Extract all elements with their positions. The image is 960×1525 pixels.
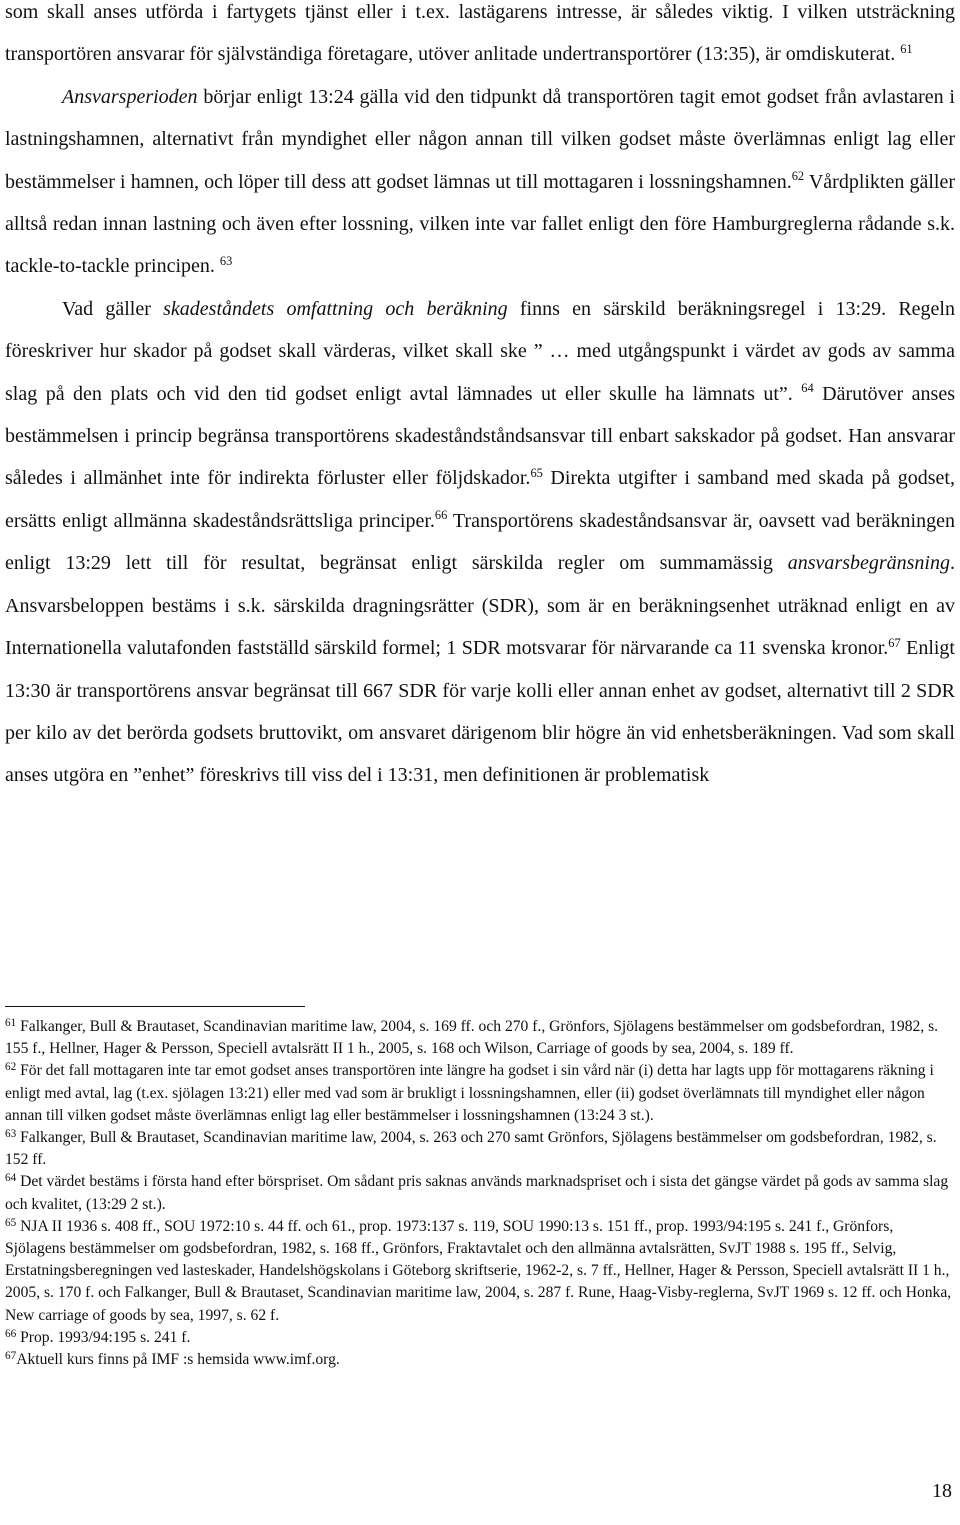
footnote-number: 64 — [5, 1172, 17, 1185]
body-paragraph — [5, 76, 955, 288]
footnote — [5, 1349, 952, 1371]
footnote-text: För det fall mottagaren inte tar emot godset anses transportören inte längre ha godset i sin vård när (i) detta har lagts upp för mottagarens räkning i enligt med avtal, lag (t.ex. sjölagen 13:21) eller med vad som är brukligt i lossningshamnen, eller (ii) godset överlämnats till myndighet eller någon annan till vilken godset måste överlämnas enligt lag eller bestämmelser i lossningshamnen (13:24 3 st.). — [5, 1062, 934, 1124]
footnote-number: 66 — [5, 1327, 17, 1340]
text-run: Vårdplikten gäller alltså redan innan lastning och även efter lossning, vilken inte var fallet enligt den före Hamburgreglerna rådande s.k. tackle-to-tackle principen. — [5, 170, 955, 278]
footnote — [5, 1171, 952, 1215]
text-run: Direkta utgifter i samband med skada på godset, ersätts enligt allmänna skadeståndsrättsliga principer. — [5, 467, 955, 532]
page-number: 18 — [932, 1480, 952, 1502]
footnote-reference: 61 — [900, 41, 913, 56]
footnote-text: Aktuell kurs finns på IMF :s hemsida www.imf.org. — [16, 1351, 340, 1369]
footnote-text: NJA II 1936 s. 408 ff., SOU 1972:10 s. 44 ff. och 61., prop. 1973:137 s. 119, SOU 1990:13 s. 151 ff., prop. 1993/94:195 s. 241 f., Grönfors, Sjölagens bestämmelser om godsbefordran, 1982, s. 168 ff., Grönfors, Fraktavtalet och den allmänna avtalsrätten, SvJT 1988 s. 195 ff., Selvig, Erstatningsberegningen ved lasteskader, Handelshögskolans i Göteborg skriftserie, 1962-2, s. 7 ff., Hellner, Hager & Persson, Speciell avtalsrätt II 1 h., 2005, s. 170 f. och Falkanger, Bull & Brautaset, Scandinavian maritime law, 2004, s. 287 f. Rune, Haag-Visby-reglerna, SvJT 1969 s. 12 ff. och Honka, New carriage of goods by sea, 1997, s. 62 f. — [5, 1217, 952, 1324]
text-run: . Ansvarsbeloppen bestäms i s.k. särskilda dragningsrätter (SDR), som är en beräkningsenhet uträknad enligt en av Internationella valutafonden fastställd särskild formel; 1 SDR motsvarar för närvarande ca 11 svenska kronor. — [5, 552, 955, 660]
footnote-text: Falkanger, Bull & Brautaset, Scandinavian maritime law, 2004, s. 169 ff. och 270 f., Grönfors, Sjölagens bestämmelser om godsbefordran, 1982, s. 155 f., Hellner, Hager & Persson, Speciell avtalsrätt II 1 h., 2005, s. 168 och Wilson, Carriage of goods by sea, 2004, s. 189 ff. — [5, 1018, 939, 1058]
footnote — [5, 1060, 952, 1127]
footnote-reference: 67 — [888, 635, 901, 650]
text-run: som skall anses utförda i fartygets tjänst eller i t.ex. lastägarens intresse, är således viktig. I vilken utsträckning transportören ansvarar för självständiga företagare, utöver anlitade undertransportörer (13:35), är omdiskuterat. — [5, 1, 955, 66]
text-run: Vad gäller — [62, 297, 164, 320]
footnote — [5, 1016, 952, 1060]
footnote-number: 62 — [5, 1061, 17, 1074]
footnote-reference: 66 — [434, 508, 448, 523]
footnote-reference: 64 — [801, 381, 814, 396]
italic-text: skadeståndets omfattning och beräkning — [163, 297, 508, 320]
footnote-text: Det värdet bestäms i första hand efter börspriset. Om sådant pris saknas används marknadspriset och i sista det gängse värdet på gods av samma slag och kvalitet, (13:29 2 st.). — [5, 1173, 949, 1213]
footnote — [5, 1216, 952, 1327]
footnote-number: 61 — [5, 1016, 17, 1029]
footnote-separator — [5, 1006, 305, 1007]
footnote-number: 65 — [5, 1216, 17, 1229]
text-run: Därutöver anses bestämmelsen i princip begränsa transportörens skadeståndståndsansvar till enbart sakskador på godset. Han ansvarar således i allmänhet inte för indirekta förluster eller följdskador. — [5, 382, 955, 490]
italic-text: ansvarsbegränsning — [787, 552, 950, 575]
footnote-reference: 65 — [530, 466, 543, 481]
footnote-text: Prop. 1993/94:195 s. 241 f. — [16, 1328, 191, 1346]
footnote-number: 63 — [5, 1127, 17, 1140]
text-run: Transportörens skadeståndsansvar är, oavsett vad beräkningen enligt 13:29 lett till för resultat, begränsat enligt särskilda regler om summamässig — [5, 509, 955, 575]
footnotes-section — [5, 1016, 952, 1371]
italic-text: Ansvarsperioden — [62, 85, 198, 108]
footnote — [5, 1327, 952, 1349]
footnote-text: Falkanger, Bull & Brautaset, Scandinavian maritime law, 2004, s. 263 och 270 samt Grönfors, Sjölagens bestämmelser om godsbefordran, 1982, s. 152 ff. — [5, 1129, 937, 1169]
footnote-reference: 62 — [791, 169, 805, 184]
text-run: börjar enligt 13:24 gälla vid den tidpunkt då transportören tagit emot godset från avlastaren i lastningshamnen, alternativt från myndighet eller någon annan till vilken godset måste överlämnas enligt lag eller bestämmelser i hamnen, och löper till dess att godset lämnas ut till mottagaren i lossningshamnen. — [5, 85, 955, 193]
body-paragraph — [5, 288, 955, 797]
footnote-number: 67 — [5, 1350, 17, 1362]
footnote — [5, 1127, 952, 1171]
body-text — [5, 0, 955, 996]
text-run: Enligt 13:30 är transportörens ansvar begränsat till 667 SDR för varje kolli eller annan enhet av godset, alternativt till 2 SDR per kilo av det berörda godsets bruttovikt, om ansvaret därigenom blir högre än vid enhetsberäkningen. Vad som skall anses utgöra en ”enhet” föreskrivs till viss del i 13:31, men definitionen är problematisk — [5, 637, 955, 787]
text-run: finns en särskild beräkningsregel i 13:29. Regeln föreskriver hur skador på godset skall värderas, vilket skall ske ” … med utgångspunkt i värdet av gods av samma slag på den plats och vid den tid godset enligt avtal lämnades ut eller skulle ha lämnats ut”. — [5, 297, 955, 405]
body-paragraph — [5, 0, 955, 76]
footnote-reference: 63 — [219, 254, 233, 268]
